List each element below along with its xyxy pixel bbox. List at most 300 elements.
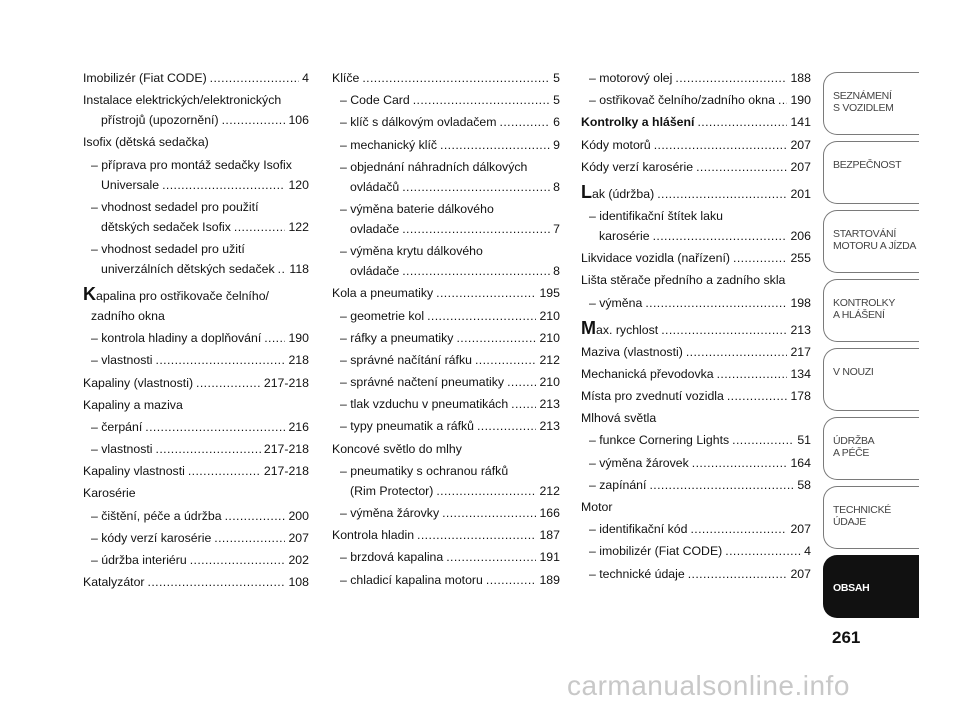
page-reference[interactable]: 213 <box>790 322 811 337</box>
chapter-tab[interactable] <box>823 279 919 342</box>
index-line <box>83 239 309 259</box>
index-term <box>340 416 474 436</box>
chapter-tab-label: SEZNÁMENÍ <box>833 90 892 102</box>
index-term <box>91 350 153 370</box>
index-term-text: – objednání náhradních dálkových <box>340 159 528 174</box>
index-entry <box>581 475 811 495</box>
chapter-tab[interactable] <box>823 348 919 411</box>
chapter-tabs <box>823 72 919 624</box>
dot-leader <box>442 503 536 523</box>
index-term <box>101 175 159 195</box>
index-term <box>332 283 433 303</box>
page-reference[interactable]: 200 <box>288 508 309 523</box>
index-term-text: (Rim Protector) <box>350 483 434 498</box>
index-term-text: – výměna žárovek <box>589 455 689 470</box>
index-term-text: – typy pneumatik a ráfků <box>340 419 474 434</box>
page-reference[interactable]: 207 <box>790 522 811 537</box>
page-reference[interactable]: 212 <box>539 352 560 367</box>
page-reference[interactable]: 255 <box>790 251 811 266</box>
index-entry <box>581 181 811 204</box>
page-reference[interactable]: 108 <box>288 575 309 590</box>
chapter-tab-label: ÚDRŽBA <box>833 435 875 447</box>
dot-leader <box>475 350 537 370</box>
page-reference[interactable]: 210 <box>539 308 560 323</box>
index-term-text: Katalyzátor <box>83 575 145 590</box>
index-line <box>83 132 309 152</box>
index-entry <box>581 364 811 384</box>
index-term-text: – výměna baterie dálkového <box>340 201 494 216</box>
page-reference[interactable]: 217-218 <box>263 442 309 457</box>
page-reference[interactable]: 190 <box>288 331 309 346</box>
index-line <box>581 181 811 204</box>
index-line <box>581 317 811 340</box>
index-line <box>83 483 309 503</box>
index-line <box>83 350 309 370</box>
page-reference[interactable]: 187 <box>539 528 560 543</box>
dot-leader <box>222 110 286 130</box>
index-term-text: ovladače <box>350 221 400 236</box>
dot-leader <box>446 547 536 567</box>
page-reference[interactable]: 191 <box>539 550 560 565</box>
dot-leader <box>696 157 787 177</box>
index-line <box>83 373 309 393</box>
page-reference[interactable]: 51 <box>797 433 811 448</box>
chapter-tab-label: S VOZIDLEM <box>833 102 894 114</box>
index-term-text: – vhodnost sedadel pro užití <box>91 241 245 256</box>
dot-leader <box>645 293 787 313</box>
dot-leader <box>402 177 550 197</box>
page-reference[interactable]: 5 <box>553 93 560 108</box>
page-reference[interactable]: 195 <box>539 286 560 301</box>
index-term-text: ovládačů <box>350 179 400 194</box>
index-term <box>83 461 185 481</box>
index-line <box>581 497 811 517</box>
page-reference[interactable]: 120 <box>288 177 309 192</box>
index-entry <box>581 270 811 290</box>
chapter-tab-label: STARTOVÁNÍ <box>833 228 896 240</box>
index-entry <box>332 90 560 110</box>
index-line <box>83 175 309 195</box>
index-term-text: – identifikační kód <box>589 522 688 537</box>
page-reference[interactable]: 202 <box>288 553 309 567</box>
index-term-text: Mlhová světla <box>581 411 657 426</box>
index-line <box>332 68 560 88</box>
page-reference[interactable]: 9 <box>553 137 560 152</box>
index-line <box>581 248 811 268</box>
index-entry <box>83 90 309 130</box>
index-term <box>340 570 483 590</box>
index-term-text: apalina pro ostřikovače čelního/ <box>96 288 269 303</box>
index-entry <box>581 497 811 517</box>
chapter-tab[interactable] <box>823 555 919 618</box>
page-reference[interactable]: 207 <box>790 566 811 581</box>
index-column-3 <box>581 68 811 586</box>
index-entry <box>581 206 811 246</box>
dot-leader <box>657 184 787 204</box>
index-entry <box>581 293 811 313</box>
page-number: 261 <box>832 628 861 647</box>
initial-letter: L <box>581 181 592 202</box>
index-entry <box>83 373 309 393</box>
chapter-tab[interactable] <box>823 417 919 480</box>
page-reference[interactable]: 210 <box>539 375 560 390</box>
index-term <box>340 135 437 155</box>
index-term <box>581 317 659 340</box>
index-term-text: Mechanická převodovka <box>581 366 714 381</box>
dot-leader <box>686 342 788 362</box>
index-entry <box>581 386 811 406</box>
page-reference[interactable]: 207 <box>790 137 811 152</box>
page-reference[interactable]: 8 <box>553 179 560 194</box>
index-term-text: Universale <box>101 177 160 192</box>
index-entry <box>332 157 560 197</box>
page-reference[interactable]: 213 <box>539 419 560 434</box>
index-term-text: Likvidace vozidla (nařízení) <box>581 251 730 266</box>
index-term-text: Imobilizér (Fiat CODE) <box>83 71 207 85</box>
index-term <box>91 197 259 217</box>
page-reference[interactable]: 206 <box>790 228 811 243</box>
index-term <box>589 293 642 313</box>
page-reference[interactable]: 216 <box>288 419 309 434</box>
index-entry <box>83 439 309 459</box>
dot-leader <box>196 373 261 393</box>
page-reference[interactable]: 188 <box>790 71 811 85</box>
index-term <box>83 132 209 152</box>
dot-leader <box>210 68 299 88</box>
index-entry <box>581 135 811 155</box>
index-term <box>83 395 183 415</box>
index-term <box>350 481 433 501</box>
page-reference[interactable]: 134 <box>790 366 811 381</box>
index-term <box>581 386 724 406</box>
index-line <box>83 506 309 526</box>
dot-leader <box>688 564 788 584</box>
index-entry <box>332 461 560 501</box>
index-entry <box>332 503 560 523</box>
index-term-text: – výměna žárovky <box>340 506 440 520</box>
page-reference[interactable]: 8 <box>553 264 560 279</box>
page-reference[interactable]: 141 <box>790 115 811 130</box>
chapter-tab-label: OBSAH <box>833 582 870 594</box>
dot-leader <box>436 283 536 303</box>
page-reference[interactable]: 6 <box>553 115 560 130</box>
dot-leader <box>778 90 788 110</box>
index-term-text: – mechanický klíč <box>340 137 438 152</box>
index-line <box>83 283 309 306</box>
index-term-text: Kapaliny vlastnosti <box>83 464 185 479</box>
index-line <box>83 306 309 326</box>
index-entry <box>83 350 309 370</box>
chapter-tab-label: TECHNICKÉ <box>833 504 891 516</box>
dot-leader <box>675 68 787 88</box>
index-term <box>581 270 785 290</box>
chapter-tab[interactable] <box>823 72 919 135</box>
index-line <box>332 157 560 177</box>
index-line <box>581 519 811 539</box>
index-term <box>350 219 399 239</box>
index-column-2 <box>332 68 560 592</box>
chapter-tab[interactable] <box>823 210 919 273</box>
index-term-text: – správné načtení pneumatiky <box>340 375 505 390</box>
index-term-text: – brzdová kapalina <box>340 550 444 565</box>
index-line <box>83 259 309 279</box>
index-term <box>589 564 685 584</box>
chapter-tab-label: ÚDAJE <box>833 516 866 528</box>
index-line <box>581 112 811 132</box>
dot-leader <box>725 541 801 561</box>
index-line <box>581 270 811 290</box>
index-entry <box>83 155 309 195</box>
index-entry <box>83 483 309 503</box>
index-term <box>91 239 245 259</box>
index-term-text: Klíče <box>332 71 360 85</box>
index-entry <box>332 350 560 370</box>
index-term-text: Kódy motorů <box>581 137 651 152</box>
page-reference[interactable]: 58 <box>797 477 811 492</box>
index-line <box>83 110 309 130</box>
dot-leader <box>190 550 286 570</box>
page-reference[interactable]: 7 <box>553 221 560 236</box>
page-reference[interactable]: 178 <box>790 389 811 404</box>
index-line <box>581 206 811 226</box>
page-reference[interactable]: 201 <box>790 186 811 201</box>
index-entry <box>581 519 811 539</box>
dot-leader <box>456 328 536 348</box>
index-entry <box>83 572 309 592</box>
index-line <box>332 350 560 370</box>
index-term <box>83 68 207 88</box>
index-term-text: – kódy verzí karosérie <box>91 530 212 545</box>
index-line <box>332 283 560 303</box>
index-term-text: – funkce Cornering Lights <box>589 433 730 448</box>
page-reference[interactable]: 4 <box>302 71 309 85</box>
index-entry <box>581 408 811 428</box>
index-term <box>91 506 222 526</box>
index-line <box>332 481 560 501</box>
index-term-text: – čerpání <box>91 419 143 434</box>
index-line <box>581 293 811 313</box>
index-line <box>332 525 560 545</box>
chapter-tab[interactable] <box>823 486 919 549</box>
index-entry <box>83 132 309 152</box>
dot-leader <box>436 481 536 501</box>
index-entry <box>332 525 560 545</box>
index-term-text: Kontrolky a hlášení <box>581 115 695 130</box>
page-reference[interactable]: 218 <box>288 353 309 368</box>
index-term <box>589 519 687 539</box>
chapter-tab-label: A PÉČE <box>833 447 870 459</box>
dot-leader <box>653 226 788 246</box>
index-term <box>83 283 269 306</box>
index-term <box>340 157 527 177</box>
index-term <box>581 408 656 428</box>
dot-leader <box>661 320 787 340</box>
index-line <box>332 547 560 567</box>
index-term-text: – výměna <box>589 295 643 310</box>
index-entry <box>83 528 309 548</box>
index-term-text: Kola a pneumatiky <box>332 286 434 301</box>
index-entry <box>581 157 811 177</box>
index-entry <box>581 112 811 132</box>
index-line <box>581 135 811 155</box>
index-term-text: Lišta stěrače předního a zadního skla <box>581 273 786 288</box>
initial-letter: M <box>581 317 596 338</box>
page-reference[interactable]: 190 <box>790 93 811 108</box>
index-term-text: – ostřikovač čelního/zadního okna <box>589 93 775 108</box>
page-reference[interactable]: 106 <box>288 113 309 128</box>
chapter-tab-label: MOTORU A JÍZDA <box>833 240 917 252</box>
index-line <box>332 503 560 523</box>
index-line <box>581 90 811 110</box>
index-line <box>581 68 811 88</box>
index-entry <box>581 430 811 450</box>
index-term <box>340 547 443 567</box>
dot-leader <box>145 417 285 437</box>
index-term <box>101 217 231 237</box>
index-term <box>91 439 153 459</box>
dot-leader <box>278 259 287 279</box>
index-term-text: univerzálních dětských sedaček <box>101 261 275 276</box>
index-line <box>581 364 811 384</box>
dot-leader <box>507 372 536 392</box>
index-term <box>589 68 672 88</box>
index-term <box>589 453 689 473</box>
index-entry <box>581 453 811 473</box>
page-reference[interactable]: 5 <box>553 71 560 85</box>
dot-leader <box>225 506 286 526</box>
page-reference[interactable]: 207 <box>790 159 811 174</box>
index-term-text: – klíč s dálkovým ovladačem <box>340 115 497 130</box>
index-column-1 <box>83 68 309 594</box>
index-line <box>332 394 560 414</box>
dot-leader <box>692 453 788 473</box>
index-term-text: Místa pro zvednutí vozidla <box>581 389 724 404</box>
index-line <box>581 564 811 584</box>
index-term-text: Instalace elektrických/elektronických <box>83 93 282 108</box>
index-term <box>581 364 714 384</box>
index-term <box>581 157 693 177</box>
page-reference[interactable]: 118 <box>289 261 309 276</box>
index-term <box>340 306 424 326</box>
index-term <box>589 475 646 495</box>
index-term <box>101 110 219 130</box>
index-term-text: Kontrola hladin <box>332 528 415 543</box>
index-line <box>581 541 811 561</box>
index-line <box>83 461 309 481</box>
index-term <box>91 550 187 570</box>
dot-leader <box>697 112 787 132</box>
index-entry <box>83 550 309 570</box>
index-term <box>101 259 275 279</box>
index-line <box>332 261 560 281</box>
index-term <box>581 181 655 204</box>
chapter-tab-label: V NOUZI <box>833 366 874 378</box>
index-entry <box>332 372 560 392</box>
index-line <box>332 372 560 392</box>
page-reference[interactable]: 212 <box>539 483 560 498</box>
index-term <box>91 528 211 548</box>
index-line <box>83 395 309 415</box>
dot-leader <box>440 135 550 155</box>
index-term <box>91 155 292 175</box>
dot-leader <box>234 217 286 237</box>
page-reference[interactable]: 4 <box>804 544 811 559</box>
index-entry <box>581 90 811 110</box>
index-line <box>332 219 560 239</box>
index-entry <box>581 564 811 584</box>
page-reference[interactable]: 198 <box>790 295 811 310</box>
index-line <box>332 416 560 436</box>
index-term-text: ak (údržba) <box>592 186 655 201</box>
index-term-text: Maziva (vlastnosti) <box>581 344 683 359</box>
page-reference[interactable]: 213 <box>539 397 560 412</box>
index-term <box>332 525 414 545</box>
dot-leader <box>654 135 788 155</box>
page-reference[interactable]: 210 <box>539 330 560 345</box>
index-line <box>581 453 811 473</box>
dot-leader <box>362 68 550 88</box>
index-term-text: – chladicí kapalina motoru <box>340 572 483 587</box>
index-line <box>332 135 560 155</box>
page-reference[interactable]: 217-218 <box>263 464 309 479</box>
index-term <box>581 497 612 517</box>
chapter-tab[interactable] <box>823 141 919 204</box>
index-term-text: Kapaliny a maziva <box>83 397 183 412</box>
index-entry <box>581 541 811 561</box>
index-entry <box>332 112 560 132</box>
index-term-text: – identifikační štítek laku <box>589 208 723 223</box>
page-reference[interactable]: 122 <box>288 219 309 234</box>
dot-leader <box>717 364 788 384</box>
index-term <box>581 135 651 155</box>
index-line <box>83 528 309 548</box>
index-entry <box>332 328 560 348</box>
index-term-text: – vlastnosti <box>91 353 153 368</box>
index-entry <box>332 394 560 414</box>
index-term <box>589 206 723 226</box>
index-entry <box>332 135 560 155</box>
index-term-text: – údržba interiéru <box>91 553 187 567</box>
index-entry <box>83 461 309 481</box>
chapter-tab-label: BEZPEČNOST <box>833 159 902 171</box>
dot-leader <box>402 219 550 239</box>
dot-leader <box>690 519 787 539</box>
index-term-text: – kontrola hladiny a doplňování <box>91 331 262 346</box>
page-reference[interactable]: 164 <box>790 455 811 470</box>
page-reference[interactable]: 217 <box>790 344 811 359</box>
page-reference[interactable]: 217-218 <box>263 375 309 390</box>
index-line <box>332 199 560 219</box>
index-entry <box>83 239 309 279</box>
page-reference[interactable]: 166 <box>539 506 560 520</box>
index-term <box>83 483 136 503</box>
index-term-text: dětských sedaček Isofix <box>101 219 231 234</box>
index-entry <box>83 417 309 437</box>
page-reference[interactable]: 189 <box>539 572 560 587</box>
dot-leader <box>264 328 285 348</box>
index-term <box>589 430 729 450</box>
dot-leader <box>733 248 787 268</box>
index-term-text: Kapaliny (vlastnosti) <box>83 375 194 390</box>
index-line <box>83 417 309 437</box>
index-term <box>581 248 730 268</box>
page-reference[interactable]: 207 <box>288 530 309 545</box>
index-line <box>581 430 811 450</box>
index-term-text: – vlastnosti <box>91 442 153 457</box>
initial-letter: K <box>83 283 96 304</box>
index-term-text: – ráfky a pneumatiky <box>340 330 454 345</box>
index-term-text: – vhodnost sedadel pro použití <box>91 199 259 214</box>
